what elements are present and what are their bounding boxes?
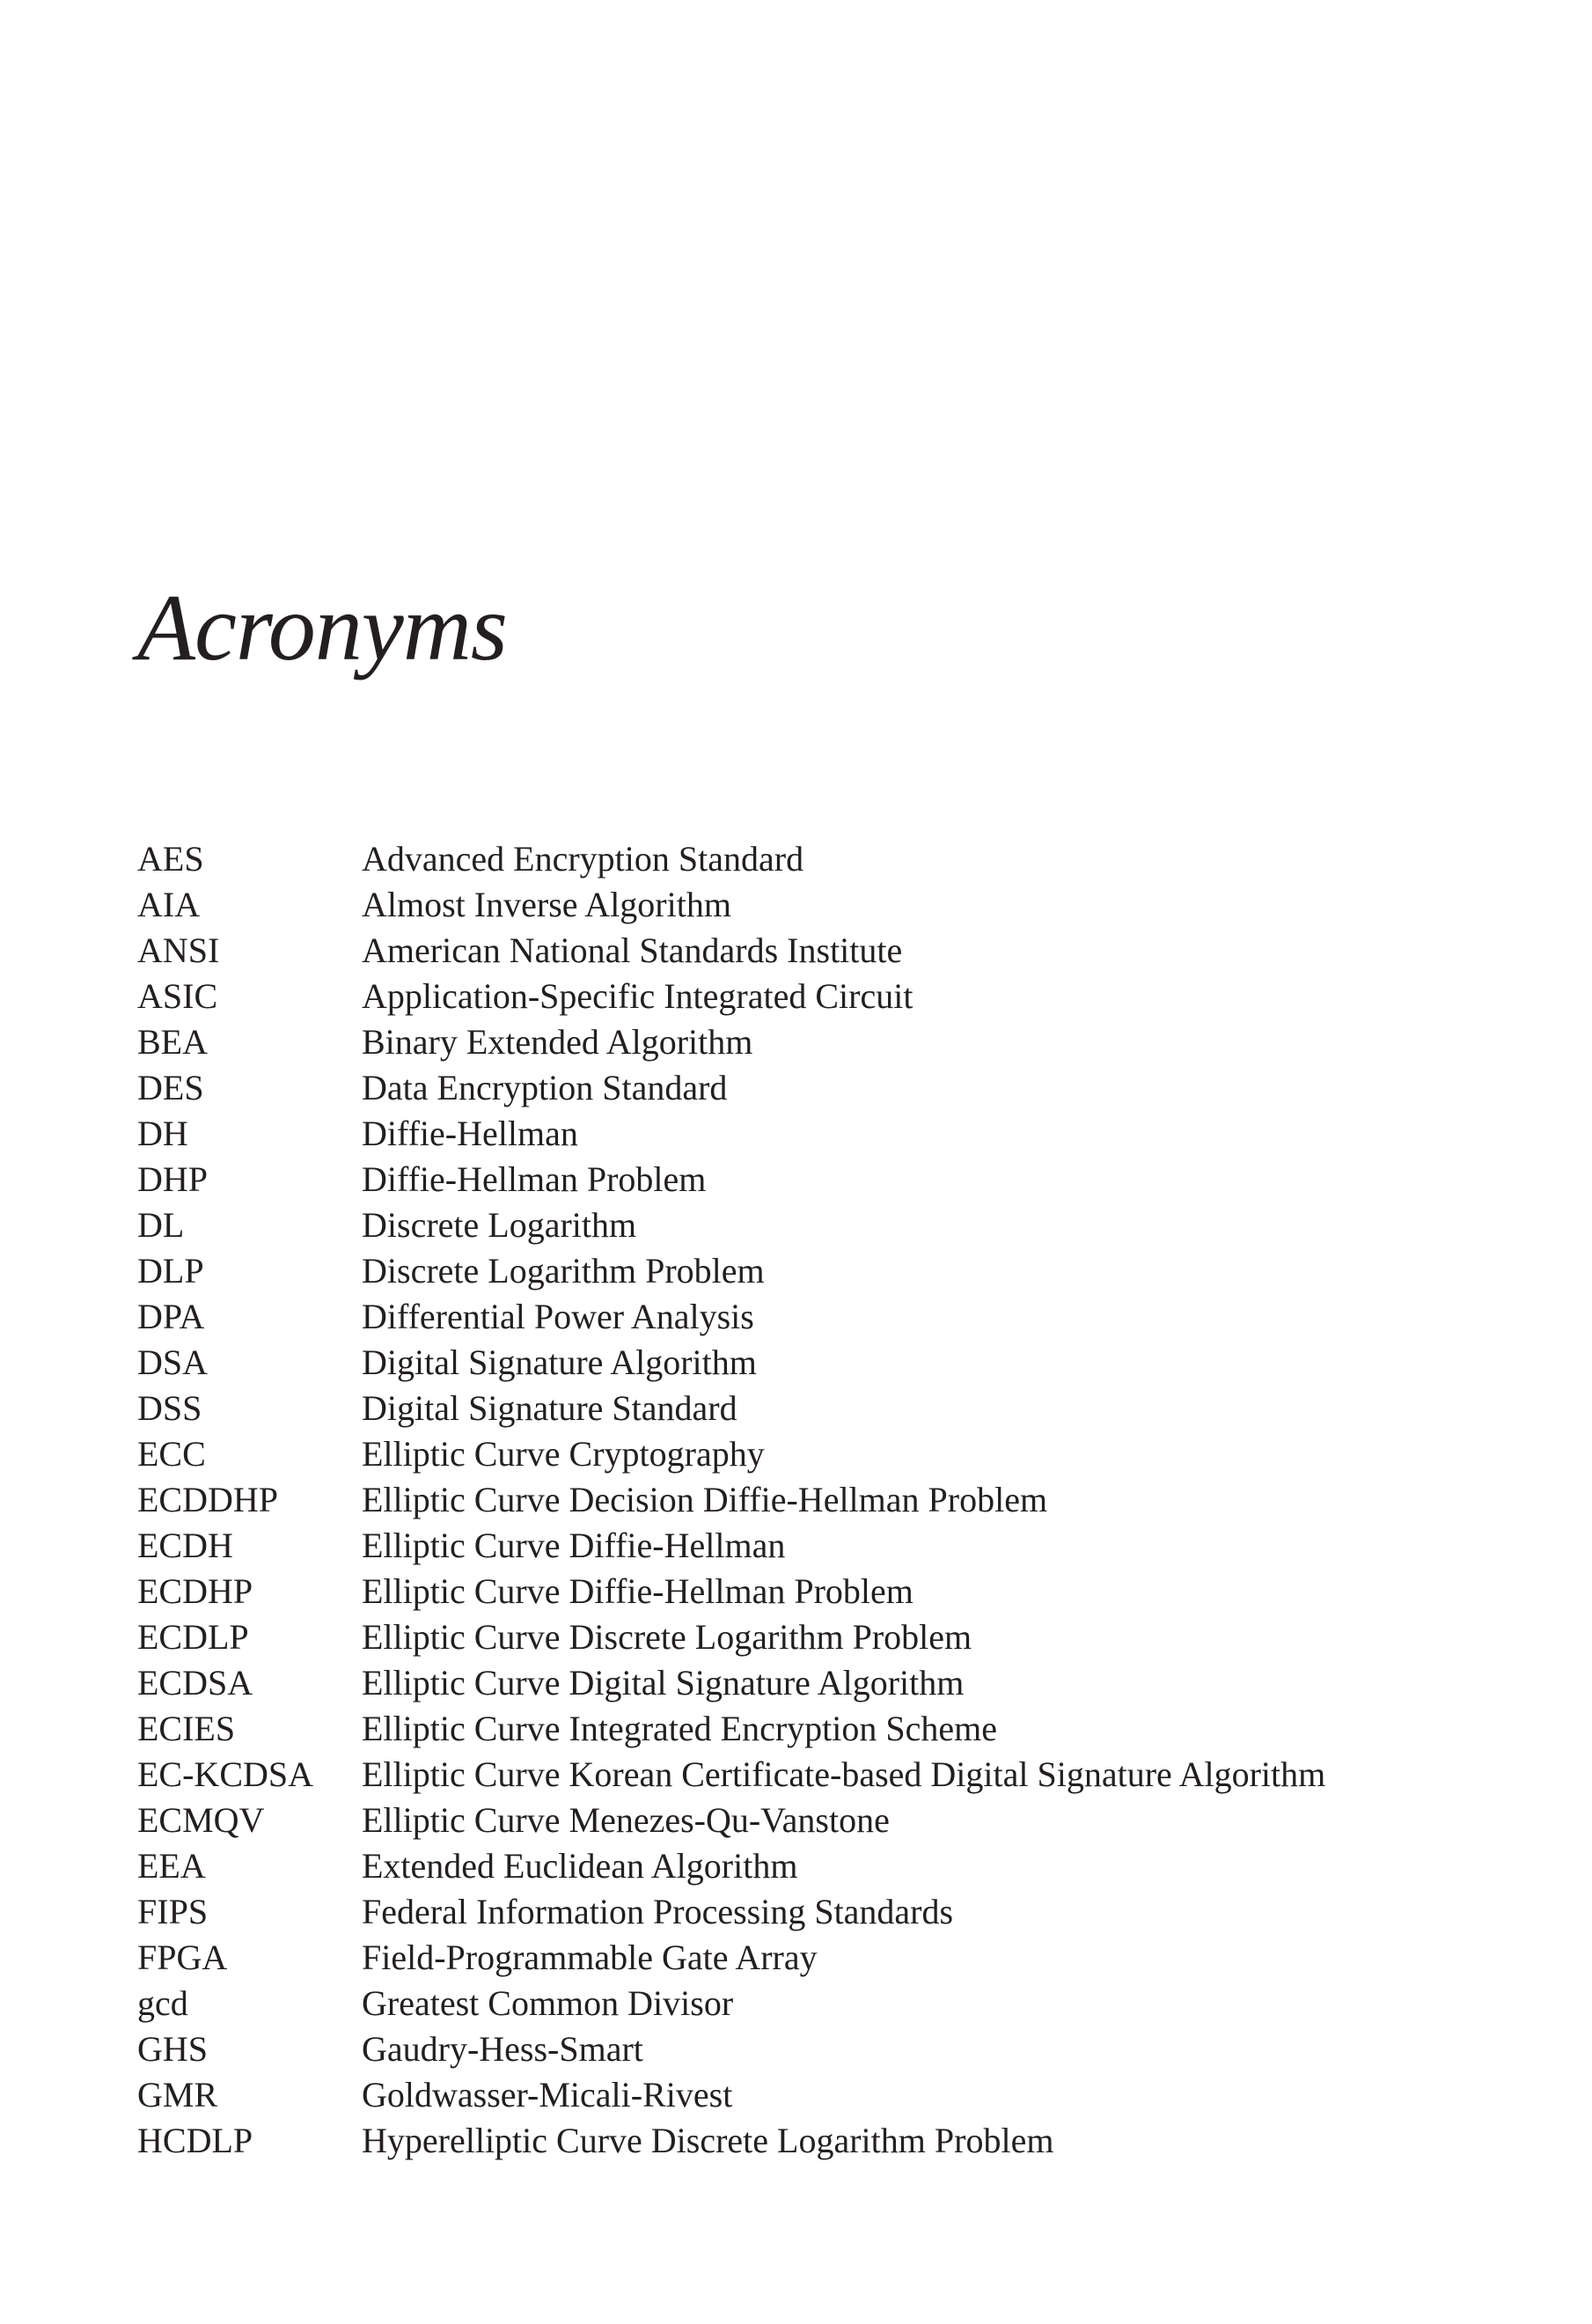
acronym-abbreviation: ECDDHP bbox=[137, 1480, 279, 1519]
acronym-abbreviation: DSA bbox=[137, 1342, 209, 1382]
acronym-row bbox=[137, 882, 1510, 928]
acronym-row bbox=[137, 1248, 1510, 1294]
acronym-definition: Digital Signature Algorithm bbox=[362, 1342, 757, 1382]
acronym-definition: Elliptic Curve Discrete Logarithm Problem bbox=[362, 1617, 972, 1657]
acronym-definition: Discrete Logarithm bbox=[362, 1205, 637, 1245]
acronym-abbreviation: EEA bbox=[137, 1846, 206, 1886]
acronym-abbreviation: DES bbox=[137, 1068, 204, 1107]
acronym-definition: Elliptic Curve Diffie-Hellman bbox=[362, 1526, 786, 1565]
acronym-abbreviation: ECDLP bbox=[137, 1617, 249, 1657]
acronym-definition: Elliptic Curve Korean Certificate-based Digital Signature Algorithm bbox=[362, 1754, 1326, 1794]
acronym-definition: Federal Information Processing Standards bbox=[362, 1892, 954, 1931]
acronym-row bbox=[137, 1157, 1510, 1202]
acronym-abbreviation: ECDH bbox=[137, 1526, 233, 1565]
acronym-abbreviation: DSS bbox=[137, 1388, 202, 1428]
acronym-row bbox=[137, 974, 1510, 1019]
acronym-abbreviation: ECDHP bbox=[137, 1571, 253, 1611]
acronym-definition: Field-Programmable Gate Array bbox=[362, 1938, 818, 1977]
acronym-definition: Elliptic Curve Cryptography bbox=[362, 1434, 765, 1474]
acronym-abbreviation: ECC bbox=[137, 1434, 206, 1474]
page-title: Acronyms bbox=[137, 576, 507, 680]
acronym-abbreviation: DPA bbox=[137, 1297, 205, 1336]
acronym-abbreviation: FPGA bbox=[137, 1938, 228, 1977]
acronym-row bbox=[137, 1660, 1510, 1706]
acronym-row bbox=[137, 1340, 1510, 1386]
acronym-row bbox=[137, 1889, 1510, 1935]
acronym-definition: Diffie-Hellman Problem bbox=[362, 1159, 707, 1199]
acronym-definition: Diffie-Hellman bbox=[362, 1114, 578, 1153]
acronym-definition: Elliptic Curve Diffie-Hellman Problem bbox=[362, 1571, 913, 1611]
acronym-abbreviation: BEA bbox=[137, 1022, 208, 1062]
acronym-definition: Almost Inverse Algorithm bbox=[362, 885, 731, 924]
acronym-abbreviation: HCDLP bbox=[137, 2121, 253, 2160]
acronym-abbreviation: DHP bbox=[137, 1159, 209, 1199]
acronym-row bbox=[137, 836, 1510, 882]
acronym-abbreviation: AIA bbox=[137, 885, 201, 924]
acronym-row bbox=[137, 2118, 1510, 2164]
acronym-definition: Elliptic Curve Decision Diffie-Hellman Problem bbox=[362, 1480, 1048, 1519]
acronym-definition: Elliptic Curve Integrated Encryption Scheme bbox=[362, 1709, 997, 1748]
acronym-definition: Digital Signature Standard bbox=[362, 1388, 737, 1428]
acronym-abbreviation: DL bbox=[137, 1205, 185, 1245]
acronym-definition: Application-Specific Integrated Circuit bbox=[362, 976, 913, 1016]
acronym-row bbox=[137, 1981, 1510, 2026]
acronym-row bbox=[137, 2026, 1510, 2072]
acronym-definition: Advanced Encryption Standard bbox=[362, 839, 804, 879]
acronym-definition: Data Encryption Standard bbox=[362, 1068, 728, 1107]
acronym-abbreviation: ANSI bbox=[137, 930, 220, 970]
acronym-abbreviation: ASIC bbox=[137, 976, 218, 1016]
acronym-abbreviation: ECDSA bbox=[137, 1663, 253, 1703]
acronym-definition: Binary Extended Algorithm bbox=[362, 1022, 753, 1062]
acronym-abbreviation: GMR bbox=[137, 2075, 218, 2114]
acronym-row bbox=[137, 1111, 1510, 1157]
acronym-definition: Elliptic Curve Digital Signature Algorithm bbox=[362, 1663, 965, 1703]
acronym-list bbox=[137, 836, 1510, 2164]
acronym-definition: Gaudry-Hess-Smart bbox=[362, 2029, 643, 2069]
acronym-abbreviation: ECIES bbox=[137, 1709, 236, 1748]
acronym-row bbox=[137, 1065, 1510, 1111]
acronym-row bbox=[137, 1752, 1510, 1798]
acronym-abbreviation: EC-KCDSA bbox=[137, 1754, 314, 1794]
acronym-abbreviation: gcd bbox=[137, 1983, 188, 2023]
acronym-abbreviation: ECMQV bbox=[137, 1800, 265, 1840]
acronym-definition: American National Standards Institute bbox=[362, 930, 903, 970]
acronym-row bbox=[137, 1202, 1510, 1248]
acronym-row bbox=[137, 1706, 1510, 1752]
acronym-abbreviation: DH bbox=[137, 1114, 188, 1153]
acronym-row bbox=[137, 1843, 1510, 1889]
acronym-row bbox=[137, 1523, 1510, 1569]
acronym-abbreviation: FIPS bbox=[137, 1892, 209, 1931]
acronym-row bbox=[137, 1614, 1510, 1660]
acronym-definition: Elliptic Curve Menezes-Qu-Vanstone bbox=[362, 1800, 890, 1840]
acronym-row bbox=[137, 1019, 1510, 1065]
acronym-abbreviation: GHS bbox=[137, 2029, 209, 2069]
acronym-definition: Greatest Common Divisor bbox=[362, 1983, 734, 2023]
acronym-definition: Differential Power Analysis bbox=[362, 1297, 754, 1336]
acronym-definition: Discrete Logarithm Problem bbox=[362, 1251, 765, 1291]
acronym-definition: Extended Euclidean Algorithm bbox=[362, 1846, 798, 1886]
acronym-definition: Hyperelliptic Curve Discrete Logarithm Problem bbox=[362, 2121, 1054, 2160]
acronym-row bbox=[137, 1386, 1510, 1431]
acronym-row bbox=[137, 1569, 1510, 1614]
acronym-row bbox=[137, 1294, 1510, 1340]
acronym-row bbox=[137, 1798, 1510, 1843]
acronym-row bbox=[137, 1431, 1510, 1477]
acronym-row bbox=[137, 1477, 1510, 1523]
acronym-row bbox=[137, 1935, 1510, 1981]
acronym-abbreviation: AES bbox=[137, 839, 204, 879]
acronym-row bbox=[137, 928, 1510, 974]
acronym-abbreviation: DLP bbox=[137, 1251, 204, 1291]
acronym-row bbox=[137, 2072, 1510, 2118]
acronym-definition: Goldwasser-Micali-Rivest bbox=[362, 2075, 733, 2114]
